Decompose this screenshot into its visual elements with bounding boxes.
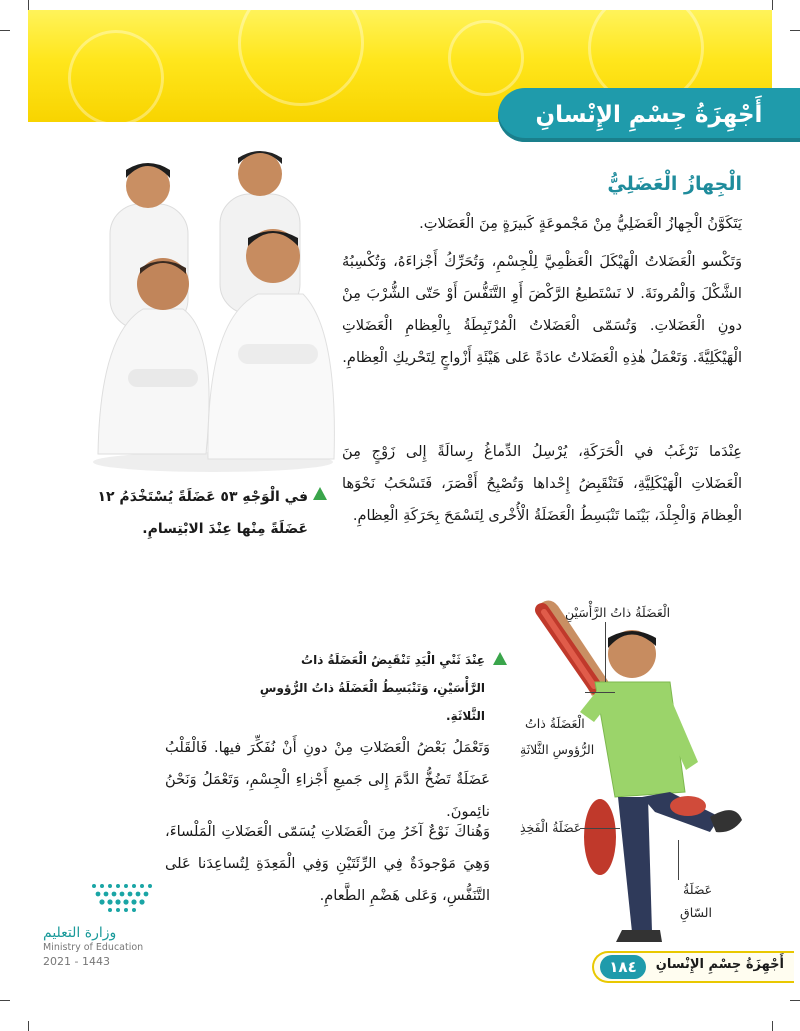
edition-year: 2021 - 1443 [43, 955, 110, 968]
decor-circle [448, 20, 524, 96]
paragraph-5: وَهُناكَ نَوْعٌ آخَرُ مِنَ الْعَضَلاتِ يُسَمّى الْعَضَلاتِ الْمَلْساءَ، وَهِيَ مَوْجودَةٌ فِي الرِّئَتَيْنِ وَفِي الْمَعِدَةِ لِتُساعِدَنا عَلى التَّنَفُّسِ، وَعَلى هَضْمِ الطَّعامِ. [165, 823, 490, 904]
label-leader-line [585, 692, 615, 693]
page-footer [592, 951, 794, 983]
arm-muscles-caption: عِنْدَ ثَنْيِ الْيَدِ تَنْقَبِضُ الْعَضَلَةُ ذاتُ الرَّأْسَيْنِ، وَتَنْبَسِطُ الْعَضَلَةُ ذاتُ الرُّؤوسِ الثَّلاثَةِ. [259, 653, 485, 723]
face-muscles-caption: في الْوَجْهِ ٥٣ عَضَلَةً يُسْتَخْدَمُ ١٢ عَضَلَةً مِنْها عِنْدَ الابْتِسامِ. [97, 489, 308, 537]
paragraph-3: عِنْدَما نَرْغَبُ في الْحَرَكَةِ، يُرْسِلُ الدِّماغُ رِسالَةً إِلى زَوْجٍ مِنَ الْعَضَلاتِ الْهَيْكَلِيَّةِ، فَتَنْقَبِضُ إِحْداها وَتُصْبِحُ أَقْصَرَ، فَتَسْحَبُ نَحْوَها الْعِظامَ وَالْجِلْدَ، بَيْنَما تَنْبَسِطُ الْعَضَلَةُ الْأُخْرى لِتَسْمَحَ بِحَرَكَةِ الْعِظامِ. [342, 443, 742, 524]
boys-photo [88, 144, 338, 474]
ministry-name-ar: وزارة التعليم [43, 925, 117, 941]
label-leader-line [605, 622, 606, 682]
label-leader-line [678, 840, 679, 880]
crop-mark [772, 1021, 773, 1031]
decor-circle [238, 10, 364, 106]
crop-mark [790, 30, 800, 31]
caption-triangle-icon [313, 487, 327, 500]
caption-triangle-icon [493, 652, 507, 665]
label-calf-1: عَضَلَةُ [683, 882, 713, 897]
label-leader-line [580, 828, 620, 829]
crop-mark [28, 0, 29, 10]
crop-mark [790, 1000, 800, 1001]
paragraph-1: يَتَكَوَّنُ الْجِهازُ الْعَضَلِيُّ مِنْ مَجْموعَةٍ كَبيرَةٍ مِنَ الْعَضَلاتِ. [419, 215, 742, 232]
ministry-name-en: Ministry of Education [43, 942, 144, 953]
paragraph-4: وَتَعْمَلُ بَعْضُ الْعَضَلاتِ مِنْ دونِ أَنْ نُفَكِّرَ فيها. فَالْقَلْبُ عَضَلَةٌ تَضُخُّ الدَّمَ إِلى جَميعِ أَجْزاءِ الْجِسْمِ، وَتَعْمَلُ وَنَحْنُ نائِمونَ. [165, 739, 490, 820]
chapter-title-pill [498, 88, 800, 142]
muscles-boy-illustration [520, 592, 760, 947]
chapter-title: أَجْهِزَةُ جِسْمِ الإِنْسانِ [535, 102, 763, 128]
ministry-logo-icon [88, 880, 158, 914]
footer-title: أَجْهِزَةُ جِسْمِ الإِنْسانِ [655, 957, 784, 972]
page-number: ١٨٤ [600, 955, 646, 979]
label-triceps-2: الرُّؤوسِ الثَّلاثَةِ [520, 742, 595, 757]
crop-mark [0, 1000, 10, 1001]
label-thigh: عَضَلَةُ الْفَخِذِ [520, 820, 582, 835]
paragraph-2: وَتَكْسو الْعَضَلاتُ الْهَيْكَلَ الْعَظْمِيَّ لِلْجِسْمِ، وَتُحَرِّكُ أَجْزاءَهُ، وَتُكْسِبُهُ الشَّكْلَ وَالْمُرونَةَ. لا نَسْتَطيعُ الرَّكْضَ أَوِ التَّنَفُّسَ أَوْ حَتّى الشُّرْبَ مِنْ دونِ الْعَضَلاتِ. وَتُسَمّى الْعَضَلاتُ الْمُرْتَبِطَةُ بِالْعِظامِ الْعَضَلاتِ الْهَيْكَلِيَّةَ. وَتَعْمَلُ هٰذِهِ الْعَضَلاتُ عادَةً عَلى هَيْئَةِ أَزْواجٍ لِتَحْريكِ الْعِظامِ. [342, 253, 742, 366]
decor-circle [68, 30, 164, 122]
label-biceps: الْعَضَلَةُ ذاتُ الرَّأْسَيْنِ [565, 605, 671, 620]
crop-mark [772, 0, 773, 10]
label-triceps-1: الْعَضَلَةُ ذاتُ [525, 716, 585, 731]
label-calf-2: السّاقِ [680, 905, 712, 920]
crop-mark [0, 30, 10, 31]
crop-mark [28, 1021, 29, 1031]
section-heading: الْجِهازُ الْعَضَلِيُّ [607, 173, 742, 195]
